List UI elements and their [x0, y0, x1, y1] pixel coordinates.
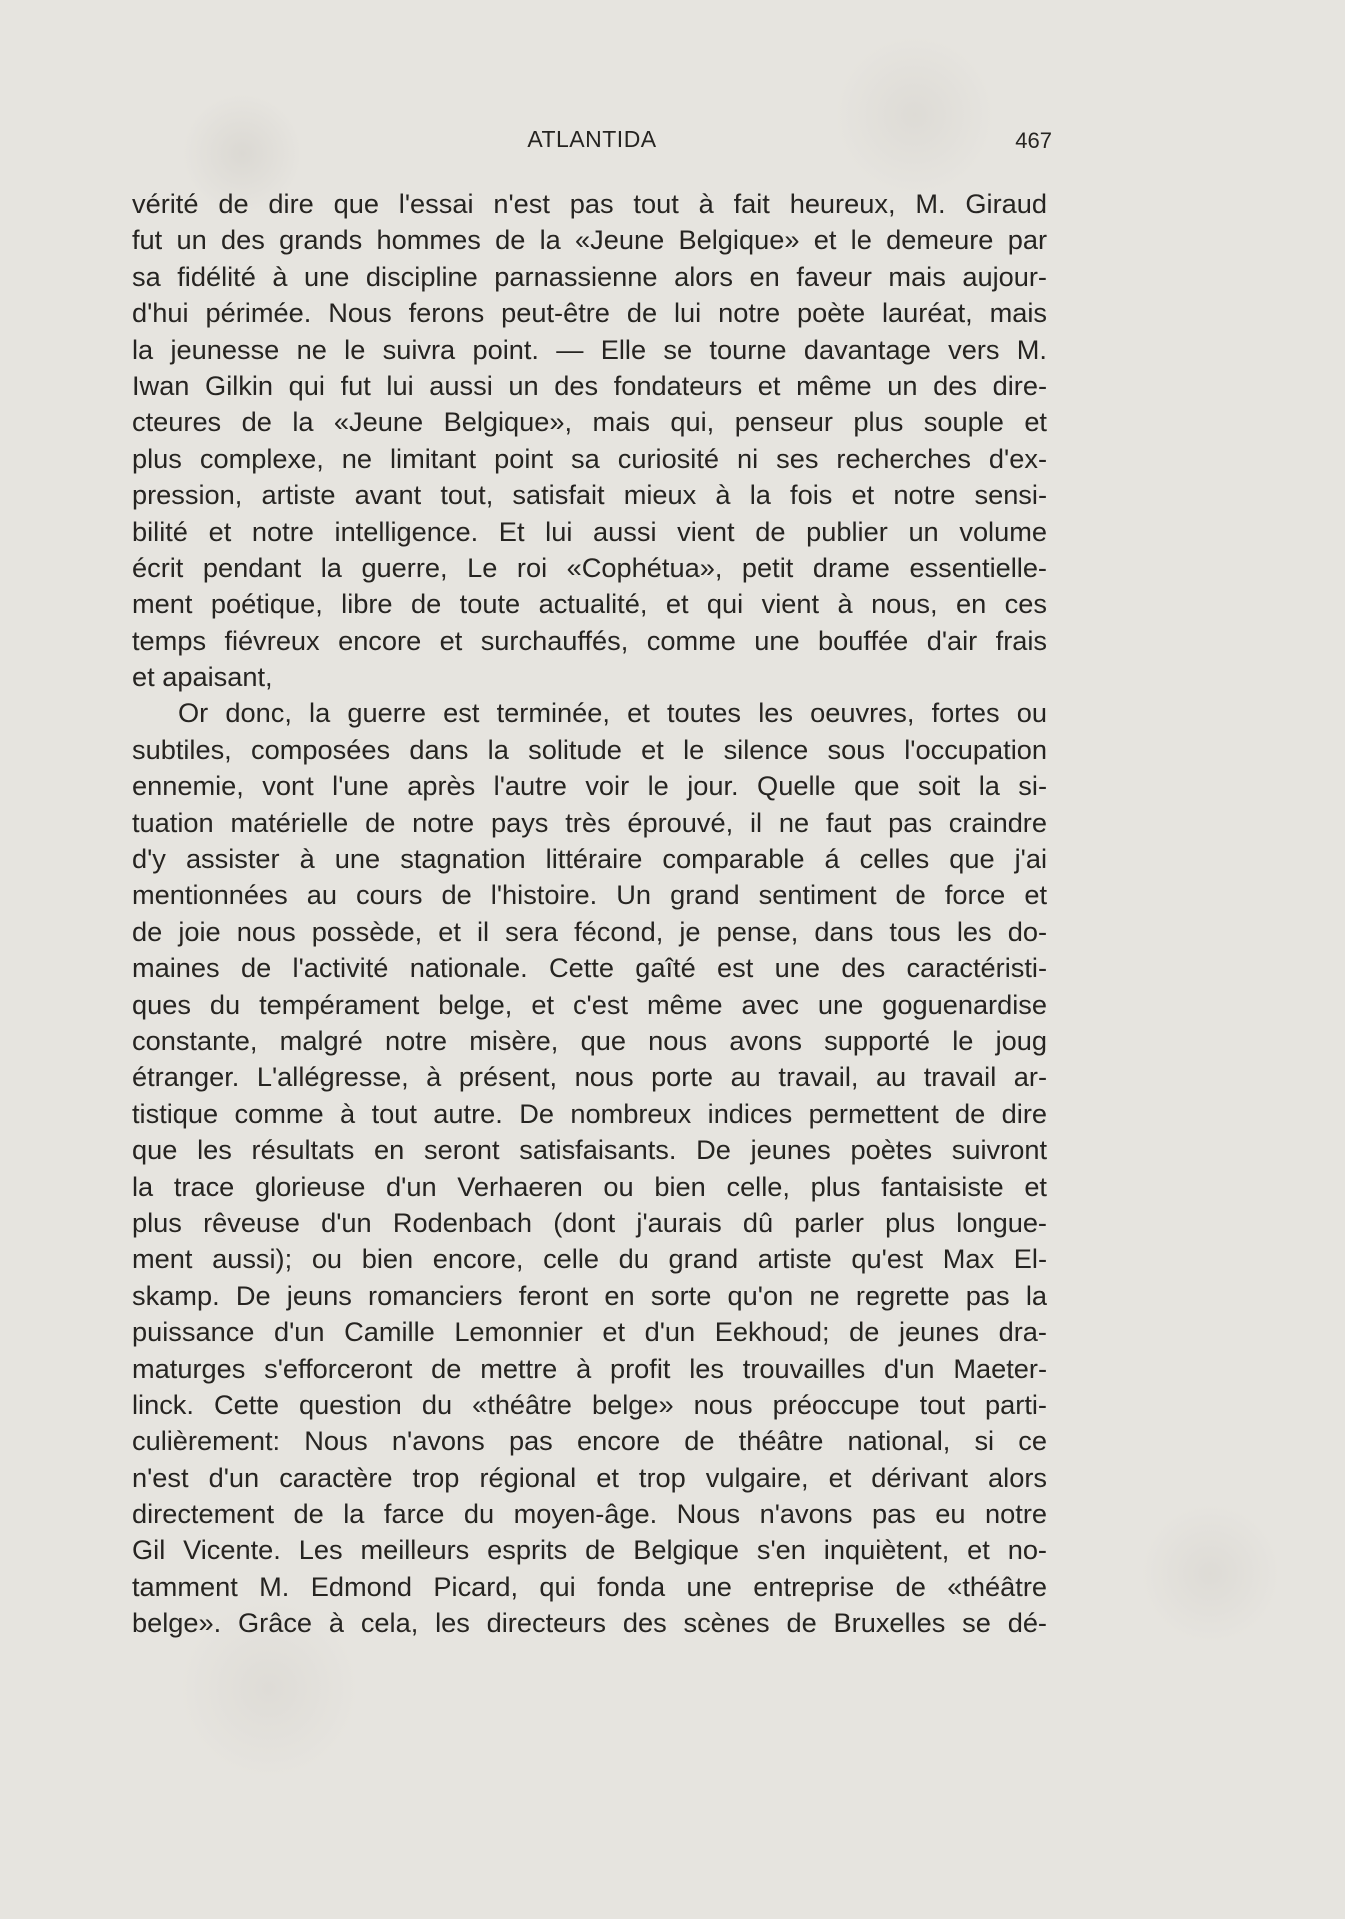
text-line: maturges s'efforceront de mettre à profit les trouvailles d'un Maeter- [132, 1352, 1047, 1384]
text-line: Iwan Gilkin qui fut lui aussi un des fondateurs et même un des dire- [132, 369, 1047, 401]
text-line: bilité et notre intelligence. Et lui aussi vient de publier un volume [132, 515, 1047, 547]
text-line: d'y assister à une stagnation littéraire comparable á celles que j'ai [132, 843, 1047, 875]
text-line: plus complexe, ne limitant point sa curiosité ni ses recherches d'ex- [132, 442, 1047, 474]
text-line: ques du tempérament belge, et c'est même avec une goguenardise [132, 988, 1047, 1020]
text-line: cteures de la «Jeune Belgique», mais qui, penseur plus souple et [132, 406, 1047, 438]
text-line: puissance d'un Camille Lemonnier et d'un Eekhoud; de jeunes dra- [132, 1316, 1047, 1348]
text-line: la trace glorieuse d'un Verhaeren ou bien celle, plus fantaisiste et [132, 1170, 1047, 1202]
text-line: vérité de dire que l'essai n'est pas tout à fait heureux, M. Giraud [132, 188, 1047, 219]
text-line: d'hui périmée. Nous ferons peut-être de lui notre poète lauréat, mais [132, 297, 1047, 329]
text-line: ennemie, vont l'une après l'autre voir le jour. Quelle que soit la si- [132, 770, 1047, 802]
text-line: sa fidélité à une discipline parnassienne alors en faveur mais aujour- [132, 260, 1047, 292]
text-line: Gil Vicente. Les meilleurs esprits de Belgique s'en inquiètent, et no- [132, 1534, 1047, 1566]
text-line: fut un des grands hommes de la «Jeune Belgique» et le demeure par [132, 224, 1047, 256]
paragraph-last-line: et apaisant, [132, 661, 273, 693]
page-number: 467 [1015, 128, 1052, 153]
text-line: linck. Cette question du «théâtre belge» nous préoccupe tout parti- [132, 1388, 1047, 1420]
text-line: tamment M. Edmond Picard, qui fonda une entreprise de «théâtre [132, 1570, 1047, 1602]
running-title: ATLANTIDA [527, 126, 657, 152]
text-line: la jeunesse ne le suivra point. — Elle se tourne davantage vers M. [132, 333, 1047, 365]
page-header [132, 126, 1052, 160]
text-line: tistique comme à tout autre. De nombreux indices permettent de dire [132, 1097, 1047, 1129]
text-line: maines de l'activité nationale. Cette gaîté est une des caractéristi- [132, 952, 1047, 984]
text-line: constante, malgré notre misère, que nous avons supporté le joug [132, 1024, 1047, 1056]
text-line: ment aussi); ou bien encore, celle du grand artiste qu'est Max El- [132, 1243, 1047, 1275]
text-line: de joie nous possède, et il sera fécond, je pense, dans tous les do- [132, 915, 1047, 947]
text-line: subtiles, composées dans la solitude et le silence sous l'occupation [132, 733, 1047, 765]
text-line: ment poétique, libre de toute actualité, et qui vient à nous, en ces [132, 588, 1047, 620]
text-line: écrit pendant la guerre, Le roi «Cophétua», petit drame essentielle- [132, 551, 1047, 583]
text-line: temps fiévreux encore et surchauffés, comme une bouffée d'air frais [132, 624, 1047, 656]
paragraph-first-line: Or donc, la guerre est terminée, et toutes les oeuvres, fortes ou [178, 697, 1047, 729]
text-line: culièrement: Nous n'avons pas encore de théâtre national, si ce [132, 1425, 1047, 1457]
text-line: n'est d'un caractère trop régional et trop vulgaire, et dérivant alors [132, 1461, 1047, 1493]
text-line: belge». Grâce à cela, les directeurs des scènes de Bruxelles se dé- [132, 1607, 1047, 1639]
text-line: plus rêveuse d'un Rodenbach (dont j'aurais dû parler plus longue- [132, 1206, 1047, 1238]
text-line: pression, artiste avant tout, satisfait mieux à la fois et notre sensi- [132, 479, 1047, 511]
body-text [132, 186, 1047, 1642]
text-line: mentionnées au cours de l'histoire. Un grand sentiment de force et [132, 879, 1047, 911]
text-line: tuation matérielle de notre pays très éprouvé, il ne faut pas craindre [132, 806, 1047, 838]
text-line: directement de la farce du moyen-âge. Nous n'avons pas eu notre [132, 1498, 1047, 1530]
text-line: étranger. L'allégresse, à présent, nous porte au travail, au travail ar- [132, 1061, 1047, 1093]
text-line: skamp. De jeuns romanciers feront en sorte qu'on ne regrette pas la [132, 1279, 1047, 1311]
text-line: que les résultats en seront satisfaisants. De jeunes poètes suivront [132, 1134, 1047, 1166]
